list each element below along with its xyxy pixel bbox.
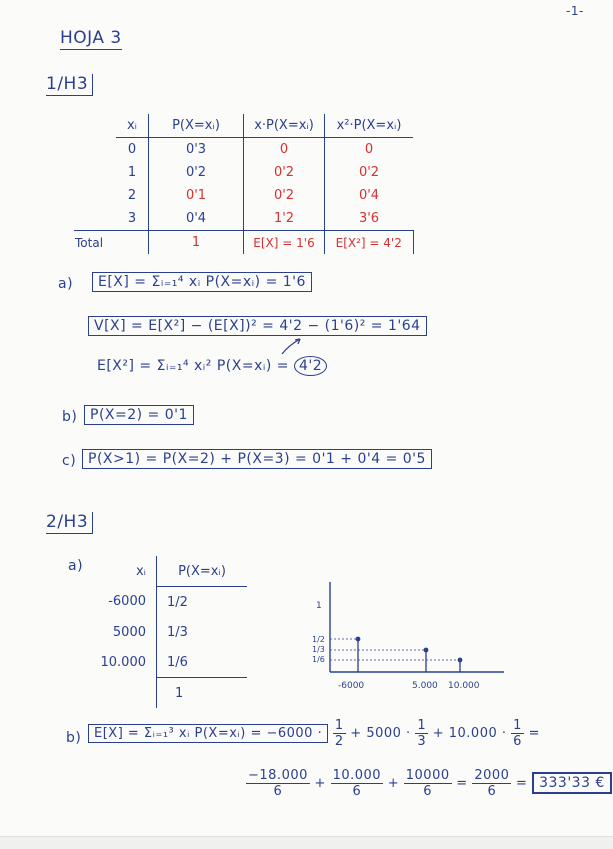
total-second-moment: E[X²] = 4'2 — [325, 231, 414, 255]
fraction: $\frac{10.000}{6}$ — [332, 768, 382, 799]
ex2-part-b-label: b) — [66, 730, 82, 746]
ex2-part-a-label: a) — [68, 558, 84, 574]
fraction: $\frac{2000}{6}$ — [474, 768, 510, 799]
total-p: 1 — [149, 231, 244, 255]
cell: 0'4 — [325, 184, 414, 207]
cell: 0 — [325, 138, 414, 162]
fraction: $\frac{10000}{6}$ — [405, 768, 450, 799]
cell: 0'2 — [244, 161, 325, 184]
table-row — [90, 617, 247, 647]
exercise-1-table — [74, 114, 414, 254]
total-expectation: E[X] = 1'6 — [244, 231, 325, 255]
cell: -6000 — [108, 594, 146, 610]
cell: 3'6 — [325, 207, 414, 231]
cell: 0'2 — [325, 161, 414, 184]
arrow-icon — [280, 336, 304, 356]
point-5000 — [424, 648, 429, 653]
cell: 0'2 — [244, 184, 325, 207]
cell: 0'2 — [149, 161, 244, 184]
fraction: $\frac{1}{2}$ — [334, 718, 344, 749]
cell: 1/2 — [157, 587, 248, 618]
col-header-p: P(X=xᵢ) — [149, 114, 244, 138]
scan-edge — [0, 836, 613, 849]
second-moment-text: E[X²] = Σᵢ₌₁⁴ xᵢ² P(X=xᵢ) = — [97, 358, 290, 374]
part-b-label: b) — [62, 409, 78, 425]
point-neg6000 — [356, 637, 361, 642]
final-result: 333'33 € — [532, 772, 612, 794]
y-tick-sixth: 1/6 — [312, 655, 325, 664]
second-moment-value: 4'2 — [294, 356, 327, 376]
col-header-x2p: x²·P(X=xᵢ) — [325, 114, 414, 138]
cell: 0'4 — [149, 207, 244, 231]
table-row — [74, 161, 413, 184]
table-row — [74, 184, 413, 207]
cell: 2 — [127, 188, 137, 203]
ex2-expectation-line-2: $\frac{-18.000}{6}$ + $\frac{10.000}{6}$ + $\frac{10000}{6}$ = $\frac{2000}{6}$ = 333'33 € — [246, 768, 612, 799]
cell: 1'2 — [244, 207, 325, 231]
total-label: Total — [74, 231, 116, 255]
page-title: HOJA 3 — [60, 28, 122, 48]
page-number: -1- — [566, 4, 584, 18]
table-header-row — [74, 114, 413, 138]
table-total-row — [90, 678, 247, 709]
table-total-row — [74, 231, 413, 255]
cell: 0 — [244, 138, 325, 162]
table-row — [90, 587, 247, 618]
col-header-x: xᵢ — [135, 563, 146, 579]
cell: 10.000 — [100, 654, 146, 670]
expectation-formula: E[X] = Σᵢ₌₁⁴ xᵢ P(X=xᵢ) = 1'6 — [92, 272, 312, 292]
y-tick-third: 1/3 — [312, 645, 325, 654]
table-row — [74, 138, 413, 162]
point-10000 — [458, 658, 463, 663]
table-row — [74, 207, 413, 231]
table-header-row — [90, 556, 247, 587]
probability-b: P(X=2) = 0'1 — [84, 405, 194, 425]
ex2-expectation-line-1: E[X] = Σᵢ₌₁³ xᵢ P(X=xᵢ) = −6000 · $\frac{1}{2}$ + 5000 · $\frac{1}{3}$ + 10.000 · $\frac{1}{6}$ = — [88, 718, 540, 749]
x-tick-5000: 5.000 — [412, 681, 438, 691]
exercise-2-label: 2/H3 — [46, 512, 93, 534]
col-header-x: xᵢ — [116, 114, 149, 138]
cell: 1 — [127, 165, 137, 180]
fraction: $\frac{1}{6}$ — [513, 718, 522, 749]
cell: 0 — [127, 142, 137, 157]
col-header-p: P(X=xᵢ) — [157, 556, 248, 587]
variance-formula: V[X] = E[X²] − (E[X])² = 4'2 − (1'6)² = 1'64 — [88, 316, 427, 336]
table-row — [90, 647, 247, 678]
ex2-expectation-text: E[X] = Σᵢ₌₁³ xᵢ P(X=xᵢ) = −6000 · — [88, 724, 328, 743]
fraction: $\frac{1}{3}$ — [417, 718, 427, 749]
part-a-label: a) — [58, 276, 74, 292]
cell: 0'1 — [149, 184, 244, 207]
y-axis-top-label: 1 — [316, 601, 322, 611]
second-moment-formula — [97, 356, 327, 376]
exercise-2-table — [90, 556, 247, 708]
total-p: 1 — [157, 678, 248, 709]
part-c-label: c) — [62, 453, 77, 469]
exercise-1-label: 1/H3 — [46, 74, 93, 96]
x-tick-10000: 10.000 — [448, 681, 480, 691]
y-tick-half: 1/2 — [312, 635, 325, 644]
cell: 0'3 — [149, 138, 244, 162]
x-tick-neg6000: -6000 — [338, 681, 365, 691]
fraction: $\frac{-18.000}{6}$ — [248, 768, 308, 799]
probability-c: P(X>1) = P(X=2) + P(X=3) = 0'1 + 0'4 = 0'5 — [82, 449, 432, 469]
cell: 1/6 — [157, 647, 248, 678]
col-header-xp: x·P(X=xᵢ) — [244, 114, 325, 138]
probability-stem-chart — [300, 580, 510, 696]
cell: 1/3 — [157, 617, 248, 647]
cell: 5000 — [112, 624, 146, 640]
cell: 3 — [127, 211, 137, 226]
